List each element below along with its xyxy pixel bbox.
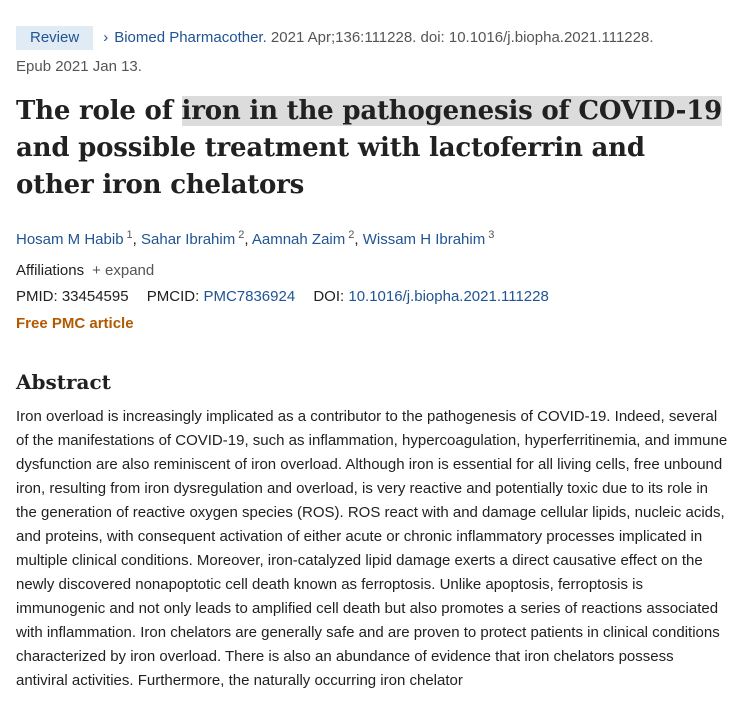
pmid-label: PMID:	[16, 288, 58, 305]
author-link[interactable]: Wissam H Ibrahim	[362, 231, 486, 248]
affiliation-ref[interactable]: 2	[348, 229, 355, 241]
title-highlight: iron in the pathogenesis of COVID-19	[181, 96, 723, 126]
author-link[interactable]: Sahar Ibrahim	[141, 231, 236, 248]
citation-row	[16, 24, 654, 52]
author-link[interactable]: Aamnah Zaim	[251, 231, 346, 248]
abstract-heading: Abstract	[16, 370, 111, 394]
author-list: Hosam M Habib $^1$, Sahar Ibrahim $^2$, Aamnah Zaim $^2$, Wissam H Ibrahim $^3$	[16, 229, 495, 248]
doi-link[interactable]: 10.1016/j.biopha.2021.111228	[348, 288, 549, 305]
pmcid-label: PMCID:	[146, 288, 200, 305]
identifiers-row	[16, 286, 549, 308]
affiliations-expand-button[interactable]: + expand	[92, 262, 155, 279]
review-badge: Review	[16, 26, 93, 50]
affiliation-ref[interactable]: 3	[488, 229, 495, 241]
affiliation-ref[interactable]: 1	[126, 229, 133, 241]
pmid-value: 33454595	[61, 288, 129, 305]
author-link[interactable]: Hosam M Habib	[16, 231, 124, 248]
epub-date: Epub 2021 Jan 13.	[16, 58, 142, 75]
abstract-text: Iron overload is increasingly implicated as a contributor to the pathogenesis of COVID-19. Indeed, several of the manifestations of COVID-19, such as inflammation, hypercoagulation, hyperferritinemia, and immune dysfunction are also reminiscent of iron overload. Although iron is essential for all living cells, free unbound iron, resulting from iron dysregulation and overload, is very reactive and potentially toxic due to its role in the generation of reactive oxygen species (ROS). ROS react with and damage cellular lipids, nucleic acids, and proteins, with consequent activation of either acute or chronic inflammatory processes implicated in multiple clinical conditions. Moreover, iron-catalyzed lipid damage exerts a direct causative effect on the newly discovered nonapoptotic cell death known as ferroptosis. Unlike apoptosis, ferroptosis is immunogenic and not only leads to amplified cell death but also promotes a series of reactions associated with inflammation. Iron chelators are generally safe and are proven to protect patients in clinical conditions characterized by iron overload. There is also an abundance of evidence that iron chelators possess antiviral activities. Furthermore, the naturally occurring iron chelator	[16, 408, 728, 689]
article-title: The role of iron in the pathogenesis of COVID-19 and possible treatment with lactoferrin and other iron chelators	[16, 96, 723, 200]
affiliations-row	[16, 260, 154, 282]
affiliations-label: Affiliations	[16, 262, 85, 279]
pmcid-link[interactable]: PMC7836924	[203, 288, 296, 305]
citation-text: 2021 Apr;136:111228. doi: 10.1016/j.biopha.2021.111228.	[266, 29, 654, 46]
free-pmc-article-label: Free PMC article	[16, 315, 134, 332]
journal-link[interactable]: Biomed Pharmacother.	[114, 29, 267, 46]
doi-label: DOI:	[313, 288, 345, 305]
affiliation-ref[interactable]: 2	[238, 229, 245, 241]
chevron-right-icon: ›	[103, 29, 109, 46]
